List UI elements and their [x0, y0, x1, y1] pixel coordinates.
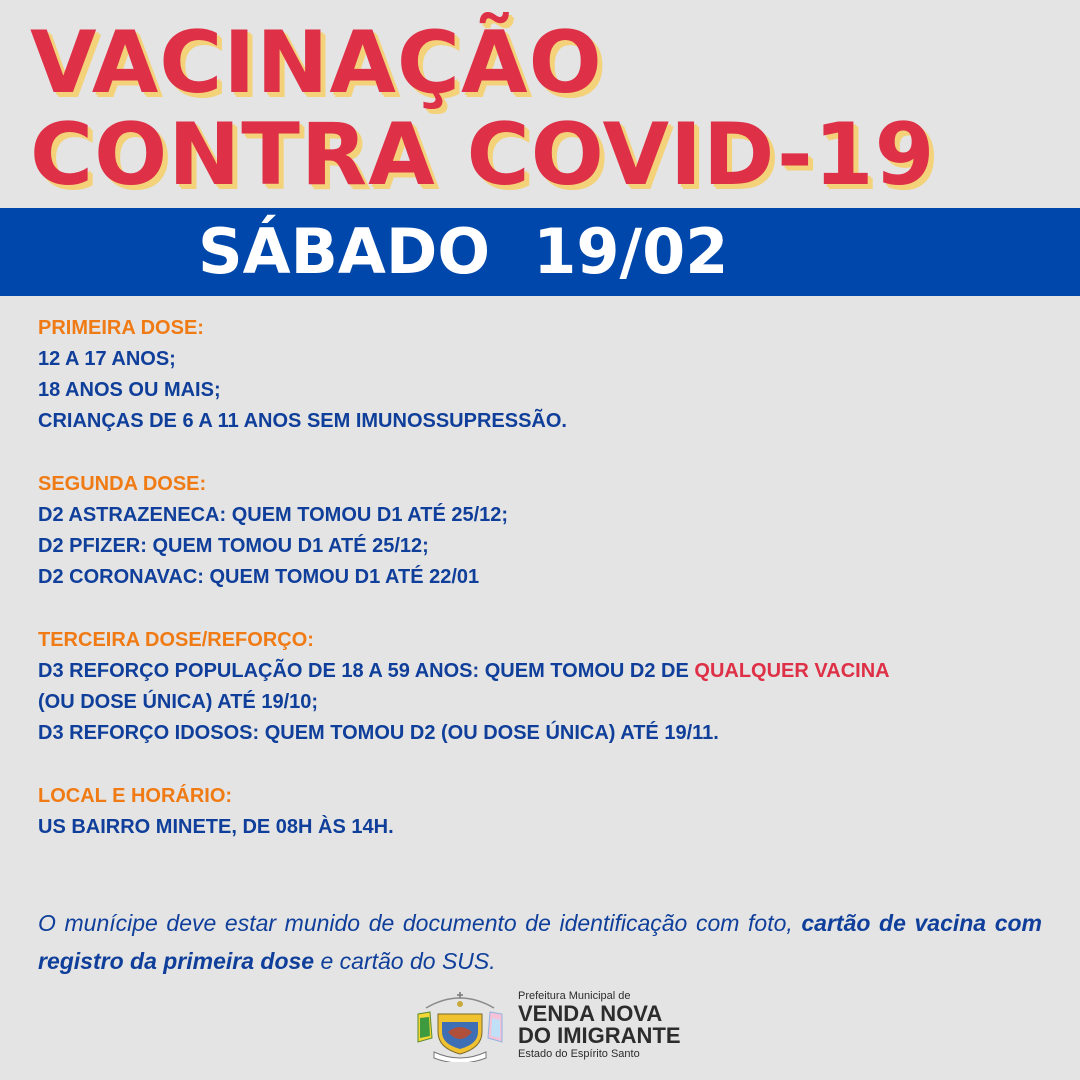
- highlight-text: QUALQUER VACINA: [694, 660, 890, 682]
- list-item: 18 ANOS OU MAIS;: [38, 379, 221, 401]
- list-item: D2 CORONAVAC: QUEM TOMOU D1 ATÉ 22/01: [38, 566, 480, 588]
- coat-of-arms-icon: [412, 988, 508, 1062]
- logo-line-2: VENDA NOVA: [518, 1001, 663, 1026]
- list-item-text: D3 REFORÇO POPULAÇÃO DE 18 A 59 ANOS: QUEM TOMOU D2 DE: [38, 660, 695, 682]
- section-heading: LOCAL E HORÁRIO:: [38, 785, 233, 807]
- schedule-content: [38, 313, 1048, 875]
- location-section: [38, 781, 1048, 843]
- third-dose-section: [38, 625, 1048, 749]
- list-item: D2 ASTRAZENECA: QUEM TOMOU D1 ATÉ 25/12;: [38, 504, 509, 526]
- municipality-name: [518, 990, 681, 1061]
- footnote-bold-text: cartão de vacina com registro da primeira dose: [38, 910, 1042, 974]
- footnote: [38, 904, 1042, 980]
- section-heading: TERCEIRA DOSE/REFORÇO:: [38, 629, 314, 651]
- title-line-2: CONTRA COVID-19: [30, 105, 936, 205]
- section-heading: SEGUNDA DOSE:: [38, 473, 207, 495]
- list-item: (OU DOSE ÚNICA) ATÉ 19/10;: [38, 691, 319, 713]
- footnote-text: O munícipe deve estar munido de documento de identificação com foto,: [38, 910, 802, 936]
- section-heading: PRIMEIRA DOSE:: [38, 317, 204, 339]
- title-line-1: VACINAÇÃO: [30, 13, 603, 113]
- list-item: 12 A 17 ANOS;: [38, 348, 176, 370]
- logo-line-1: Prefeitura Municipal de: [518, 990, 631, 1002]
- list-item: D3 REFORÇO IDOSOS: QUEM TOMOU D2 (OU DOSE ÚNICA) ATÉ 19/11.: [38, 722, 719, 744]
- municipality-logo: [412, 988, 682, 1068]
- date-banner: [0, 208, 1080, 296]
- footnote-text-end: e cartão do SUS.: [314, 948, 496, 974]
- second-dose-section: [38, 469, 1048, 593]
- list-item: [38, 656, 1048, 687]
- list-item: US BAIRRO MINETE, DE 08H ÀS 14H.: [38, 816, 394, 838]
- list-item: CRIANÇAS DE 6 A 11 ANOS SEM IMUNOSSUPRESSÃO.: [38, 410, 567, 432]
- list-item: D2 PFIZER: QUEM TOMOU D1 ATÉ 25/12;: [38, 535, 429, 557]
- logo-line-3: DO IMIGRANTE: [518, 1023, 681, 1048]
- date-banner-text: SÁBADO 19/02: [198, 215, 729, 288]
- logo-line-4: Estado do Espírito Santo: [518, 1048, 640, 1060]
- first-dose-section: [38, 313, 1048, 437]
